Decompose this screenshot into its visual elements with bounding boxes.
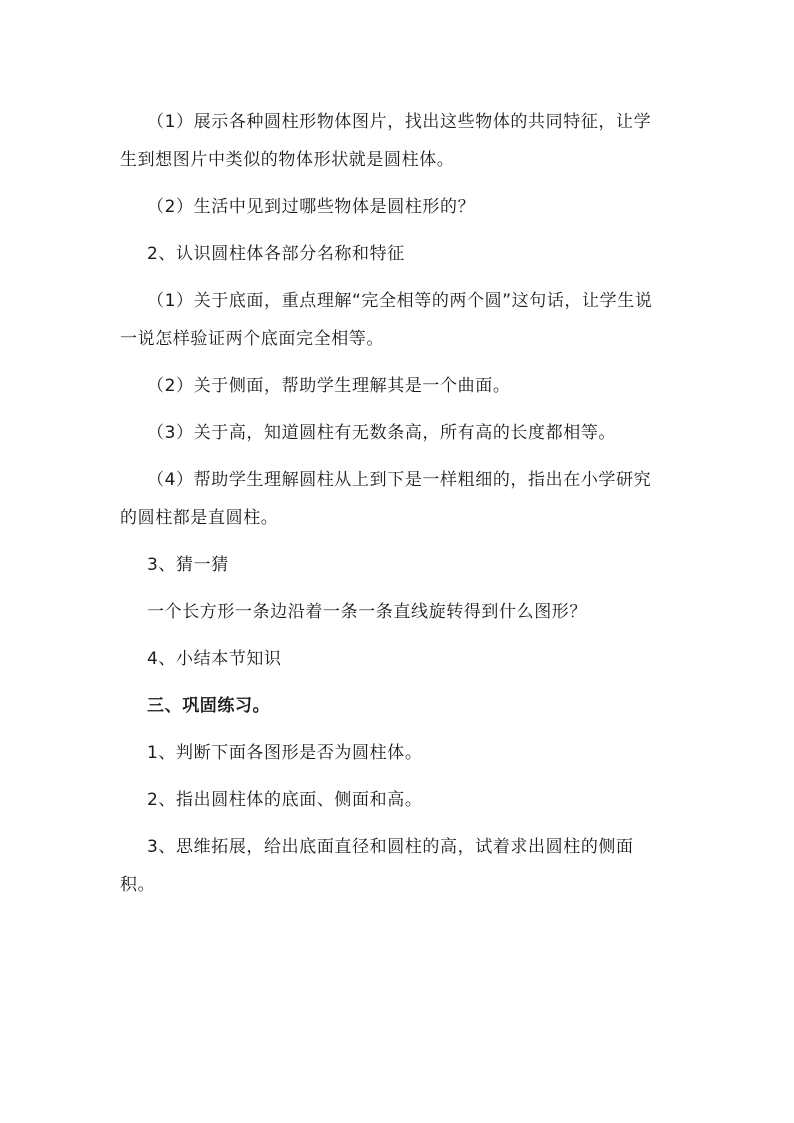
paragraph-thickness: （4）帮助学生理解圆柱从上到下是一样粗细的，指出在小学研究的圆柱都是直圆柱。 <box>120 470 652 528</box>
heading-parts-and-features: 2、认识圆柱体各部分名称和特征 <box>147 244 405 264</box>
paragraph-base: （1）关于底面，重点理解“完全相等的两个圆”这句话，让学生说一说怎样验证两个底面完全相等。 <box>120 291 653 349</box>
heading-guess: 3、猜一猜 <box>147 555 229 575</box>
heading-summary: 4、小结本节知识 <box>147 649 282 669</box>
paragraph-lateral-surface: （2）关于侧面，帮助学生理解其是一个曲面。 <box>147 376 511 396</box>
exercise-2: 2、指出圆柱体的底面、侧面和高。 <box>147 790 423 810</box>
paragraph-life-examples: （2）生活中见到过哪些物体是圆柱形的？ <box>147 197 476 217</box>
exercise-1: 1、判断下面各图形是否为圆柱体。 <box>147 743 423 763</box>
paragraph-show-pictures: （1）展示各种圆柱形物体图片，找出这些物体的共同特征，让学生到想图片中类似的物体形状就是圆柱体。 <box>120 112 652 170</box>
section-heading-practice: 三、巩固练习。 <box>147 696 271 716</box>
exercise-3: 3、思维拓展，给出底面直径和圆柱的高，试着求出圆柱的侧面积。 <box>120 837 634 895</box>
paragraph-rectangle-question: 一个长方形一条边沿着一条一条直线旋转得到什么图形？ <box>147 602 587 622</box>
paragraph-height: （3）关于高，知道圆柱有无数条高，所有高的长度都相等。 <box>147 423 617 443</box>
document-body <box>120 103 665 904</box>
